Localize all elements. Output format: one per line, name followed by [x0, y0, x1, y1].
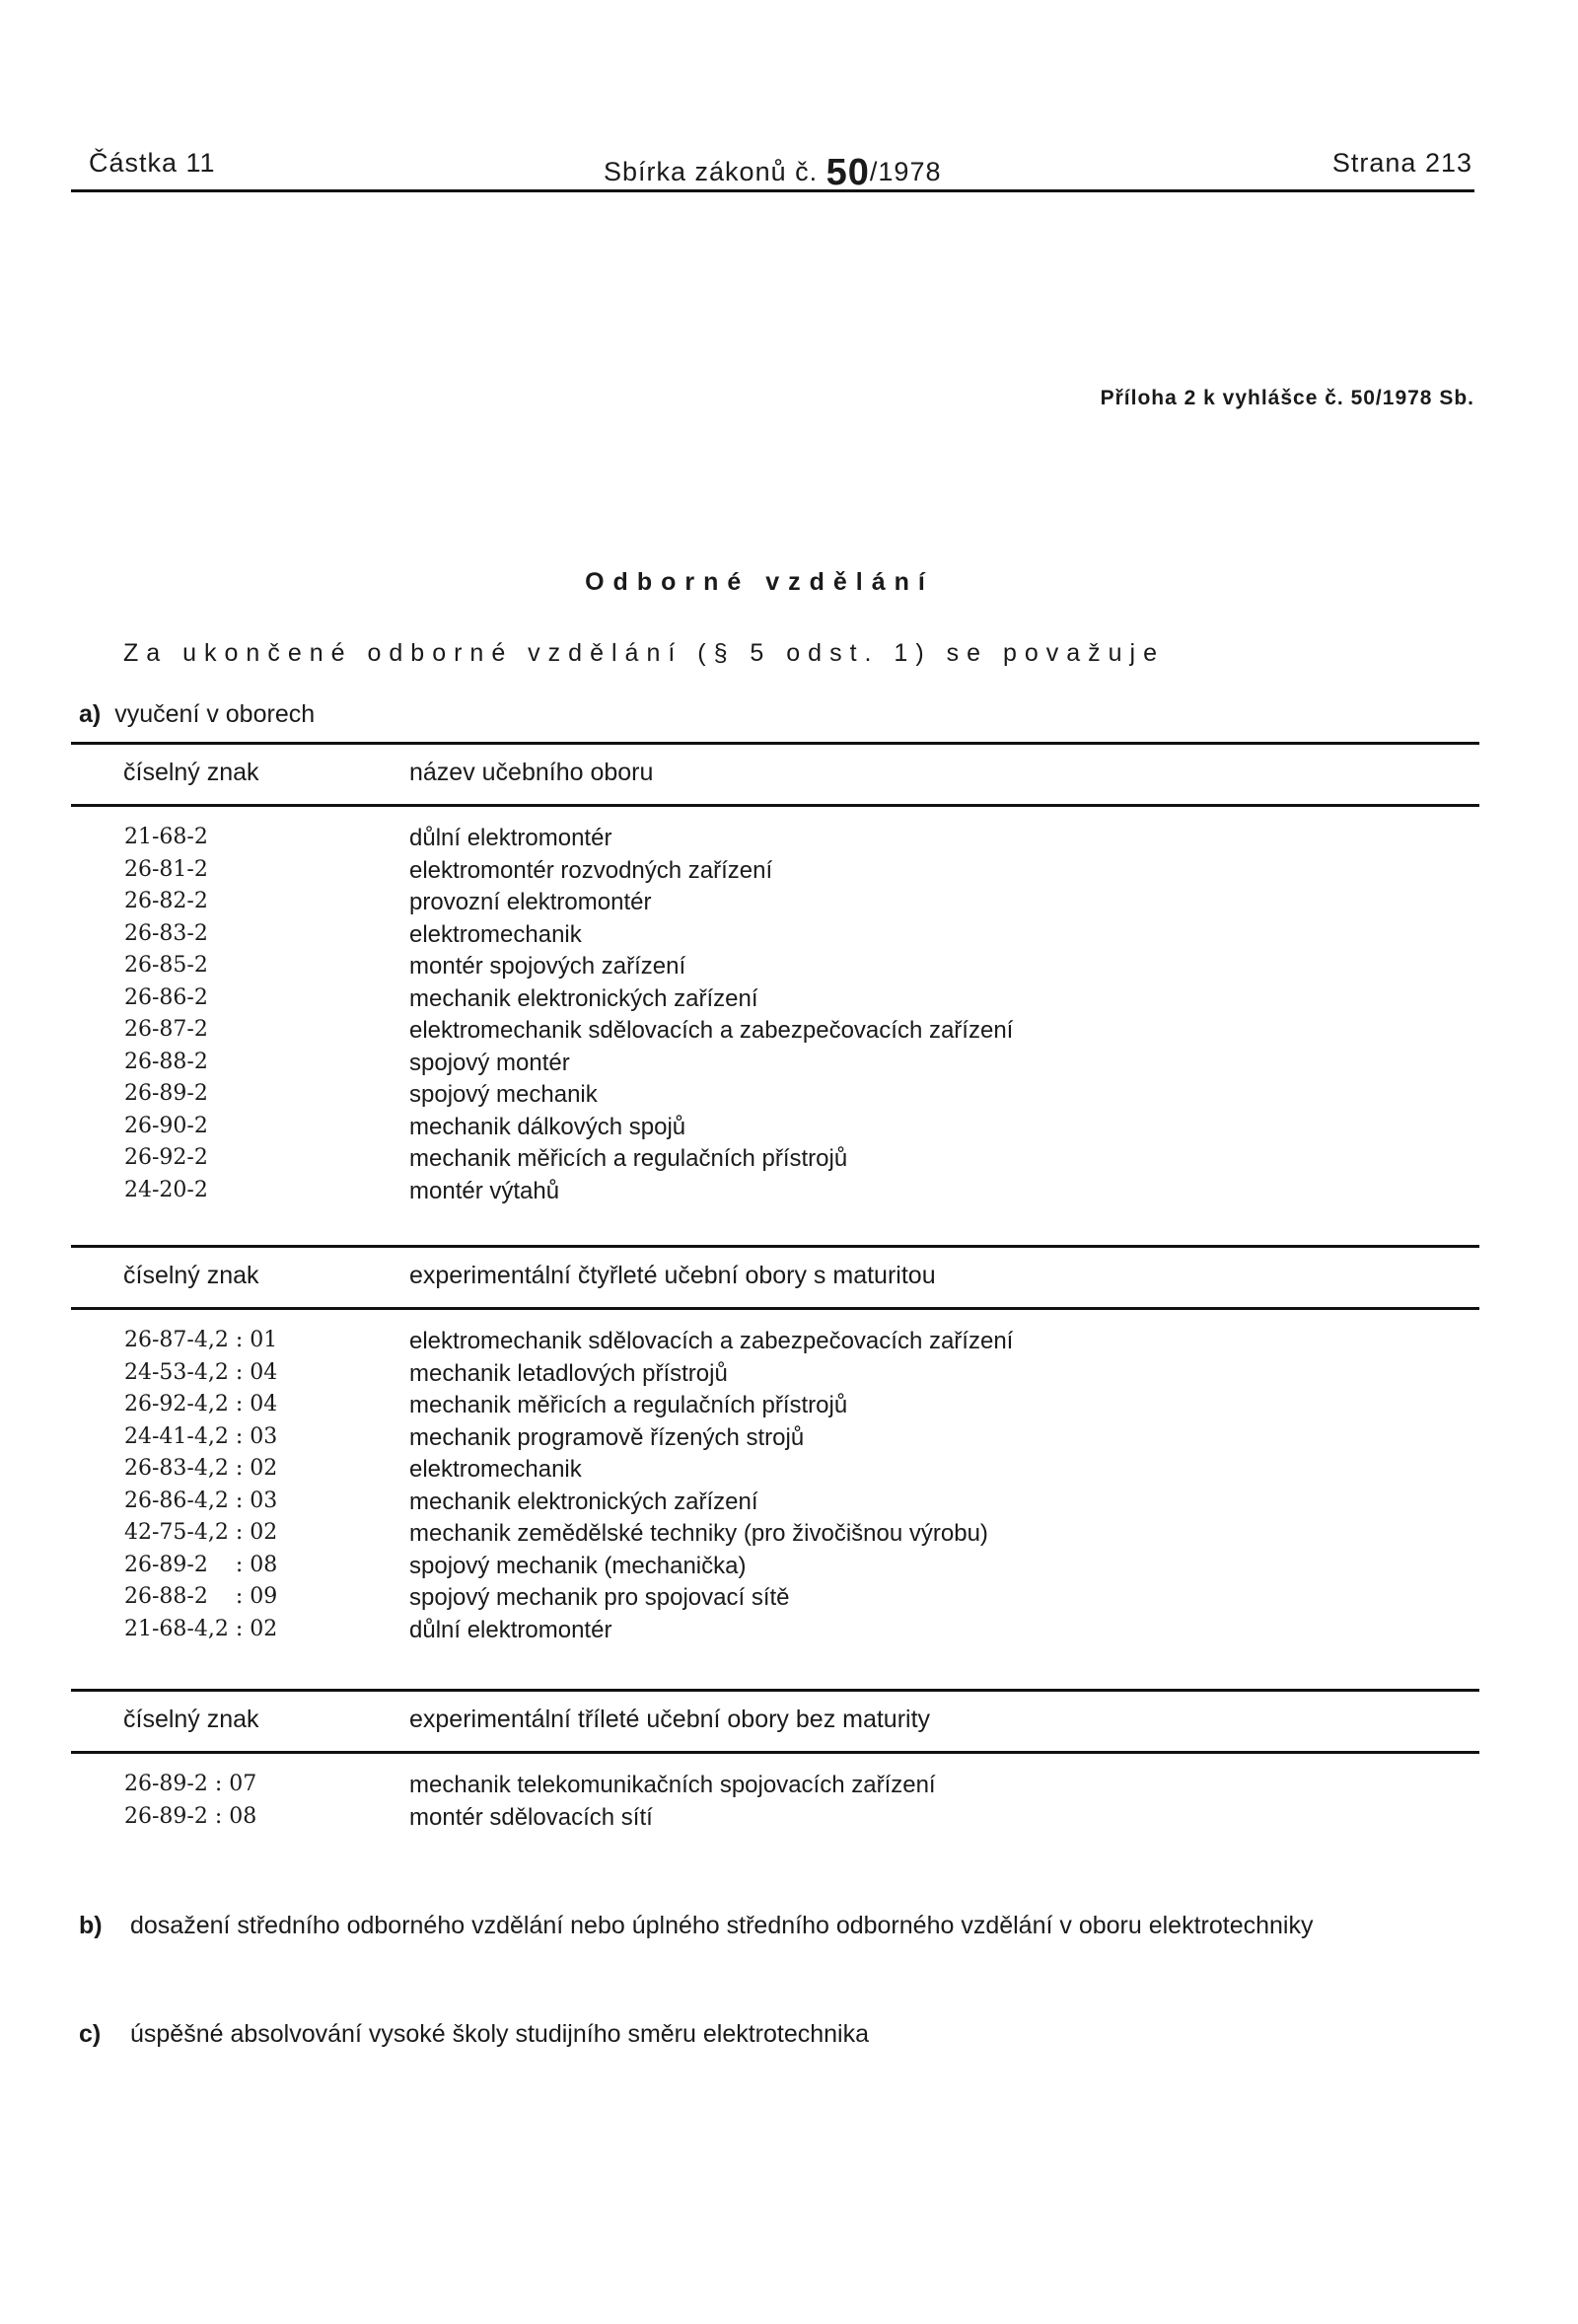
row-name: elektromechanik — [409, 1456, 582, 1483]
row-code: 26-90-2 — [124, 1113, 208, 1138]
table-row — [71, 1489, 1479, 1521]
table-row — [71, 1360, 1479, 1393]
item-a-marker: a) — [79, 700, 102, 728]
table-header — [71, 1248, 1479, 1307]
item-c-marker: c) — [79, 2020, 102, 2048]
row-code: 26-92-4,2 : 04 — [124, 1392, 278, 1416]
intro-sentence: Za ukončené odborné vzdělání (§ 5 odst. 1) se považuje — [123, 639, 1166, 667]
table-row — [71, 1617, 1479, 1649]
row-code: 24-41-4,2 : 03 — [124, 1423, 278, 1449]
row-code: 26-88-2 : 09 — [124, 1584, 278, 1609]
table-row — [71, 1392, 1479, 1424]
row-code: 26-86-2 — [124, 984, 208, 1010]
row-name: elektromechanik sdělovacích a zabezpečovacích zařízení — [409, 1017, 1014, 1044]
running-header — [71, 148, 1507, 193]
row-name: spojový mechanik (mechanička) — [409, 1552, 747, 1579]
row-code: 21-68-2 — [124, 825, 208, 849]
table-body — [71, 1310, 1479, 1648]
item-a-text: vyučení v oborech — [114, 700, 316, 728]
table-row — [71, 857, 1479, 890]
row-name: provozní elektromontér — [409, 889, 652, 915]
row-code: 26-88-2 — [124, 1049, 208, 1074]
table-row — [71, 1804, 1479, 1837]
row-name: mechanik telekomunikačních spojovacích zařízení — [409, 1772, 936, 1798]
table-row — [71, 1081, 1479, 1114]
row-code: 26-83-4,2 : 02 — [124, 1456, 278, 1481]
table-row — [71, 1050, 1479, 1082]
row-code: 26-89-2 : 08 — [124, 1803, 257, 1829]
header-divider — [71, 189, 1474, 192]
row-name: montér spojových zařízení — [409, 953, 686, 980]
row-name: spojový mechanik pro spojovací sítě — [409, 1584, 790, 1611]
row-name: mechanik měřicích a regulačních přístrojů — [409, 1392, 848, 1418]
header-year: /1978 — [869, 157, 942, 186]
table-row — [71, 1456, 1479, 1489]
row-name: montér výtahů — [409, 1177, 560, 1204]
row-name: spojový montér — [409, 1049, 570, 1076]
table-row — [71, 1584, 1479, 1617]
item-b-marker: b) — [79, 1912, 103, 1939]
item-b — [79, 1910, 1489, 1942]
table-header — [71, 1692, 1479, 1751]
column-header-code: číselný znak — [123, 1706, 259, 1733]
section-title: Odborné vzdělání — [585, 568, 934, 596]
table-row — [71, 1553, 1479, 1585]
row-code: 26-87-2 — [124, 1017, 208, 1042]
table-row — [71, 889, 1479, 921]
row-name: důlní elektromontér — [409, 825, 612, 851]
row-name: elektromontér rozvodných zařízení — [409, 856, 773, 884]
table-row — [71, 1772, 1479, 1804]
table-row — [71, 1520, 1479, 1553]
row-name: mechanik elektronických zařízení — [409, 984, 758, 1012]
row-name: mechanik měřicích a regulačních přístrojů — [409, 1145, 848, 1172]
column-header-code: číselný znak — [123, 1262, 259, 1289]
header-page-number: Strana 213 — [1331, 148, 1472, 178]
header-law-number: 50 — [825, 152, 870, 193]
item-c-text: úspěšné absolvování vysoké školy studijního směru elektrotechnika — [130, 2020, 870, 2048]
table-row — [71, 825, 1479, 857]
row-code: 26-82-2 — [124, 889, 208, 913]
table-row — [71, 1114, 1479, 1146]
row-code: 24-53-4,2 : 04 — [124, 1359, 278, 1385]
column-header-name: experimentální tříleté učební obory bez maturity — [409, 1706, 931, 1733]
row-code: 26-89-2 : 08 — [124, 1552, 278, 1577]
table-row — [71, 985, 1479, 1018]
table-four-year-programs — [71, 1245, 1479, 1648]
row-name: mechanik dálkových spojů — [409, 1113, 686, 1140]
table-header — [71, 745, 1479, 804]
table-three-year-programs — [71, 1689, 1479, 1836]
row-code: 26-81-2 — [124, 856, 208, 882]
row-name: mechanik programově řízených strojů — [409, 1423, 805, 1451]
row-code: 26-89-2 : 07 — [124, 1772, 257, 1796]
header-collection — [604, 148, 942, 193]
row-code: 26-86-4,2 : 03 — [124, 1488, 278, 1513]
item-b-text: dosažení středního odborného vzdělání nebo úplného středního odborného vzdělání v oboru elektrotechniky — [130, 1912, 1314, 1939]
annex-reference: Příloha 2 k vyhlášce č. 50/1978 Sb. — [1100, 387, 1474, 409]
row-code: 26-92-2 — [124, 1145, 208, 1170]
table-row — [71, 1017, 1479, 1050]
header-collection-prefix: Sbírka zákonů č. — [604, 157, 819, 186]
row-code: 26-87-4,2 : 01 — [124, 1328, 278, 1352]
column-header-code: číselný znak — [123, 759, 259, 786]
table-body — [71, 1754, 1479, 1836]
row-name: důlní elektromontér — [409, 1616, 612, 1643]
row-name: mechanik zemědělské techniky (pro živočišnou výrobu) — [409, 1520, 988, 1547]
column-header-name: experimentální čtyřleté učební obory s maturitou — [409, 1262, 936, 1289]
table-row — [71, 1424, 1479, 1457]
table-row — [71, 921, 1479, 954]
table-row — [71, 953, 1479, 985]
item-a — [79, 700, 315, 729]
row-name: mechanik letadlových přístrojů — [409, 1359, 728, 1387]
header-issue: Částka 11 — [89, 148, 216, 178]
column-header-name: název učebního oboru — [409, 759, 654, 786]
table-row — [71, 1328, 1479, 1360]
row-code: 26-89-2 — [124, 1081, 208, 1106]
row-name: mechanik elektronických zařízení — [409, 1488, 758, 1515]
row-code: 26-85-2 — [124, 953, 208, 978]
item-c — [79, 2020, 1489, 2049]
table-apprenticeships — [71, 742, 1479, 1209]
row-code: 26-83-2 — [124, 920, 208, 946]
row-code: 21-68-4,2 : 02 — [124, 1616, 278, 1641]
row-name: montér sdělovacích sítí — [409, 1803, 653, 1831]
row-code: 42-75-4,2 : 02 — [124, 1520, 278, 1545]
table-row — [71, 1145, 1479, 1178]
table-body — [71, 807, 1479, 1209]
table-row — [71, 1178, 1479, 1210]
row-name: elektromechanik — [409, 920, 582, 948]
row-name: elektromechanik sdělovacích a zabezpečovacích zařízení — [409, 1328, 1014, 1354]
row-name: spojový mechanik — [409, 1081, 598, 1108]
row-code: 24-20-2 — [124, 1177, 208, 1202]
